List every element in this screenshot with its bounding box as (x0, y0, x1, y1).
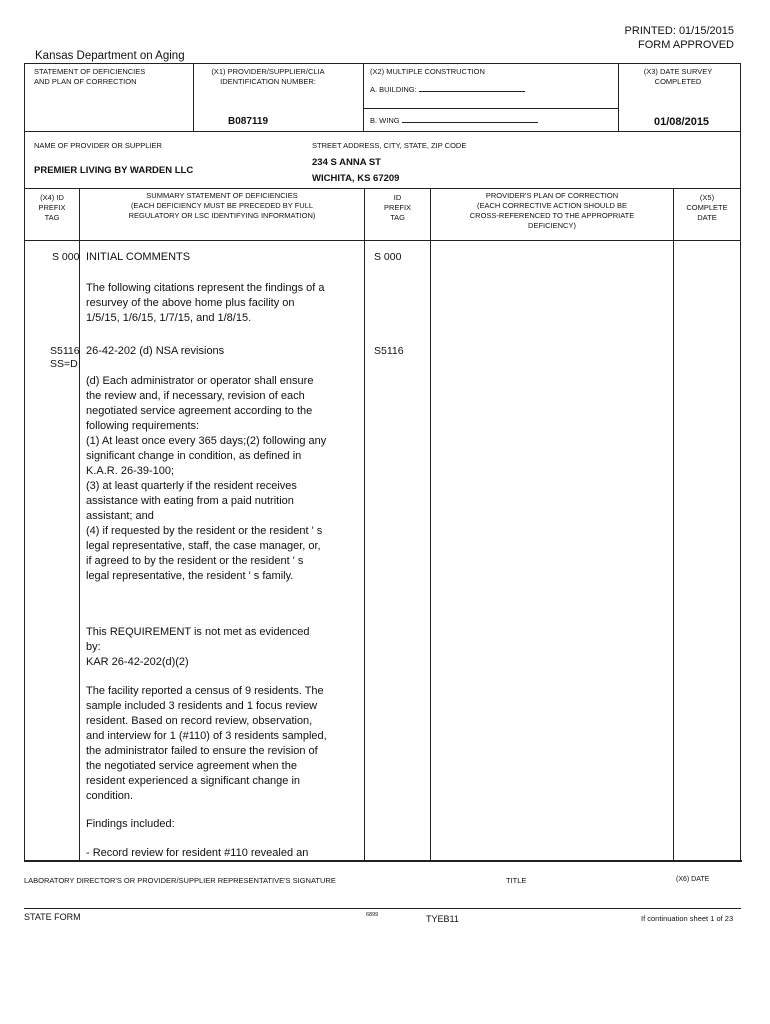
tag-s000-right: S 000 (374, 251, 402, 263)
regulation-text: (d) Each administrator or operator shall ensure the review and, if necessary, revision of each negotiated service agreement according to the following requirements: (1) At least once every 365 days;(2) following any significant change in condition, as defined in K.A.R. 26-39-100; (3) at least quarterly if the resident receives assistance with eating from a paid nutrition assistant; and (4) if requested by the resident or the resident ' s legal representative, staff, the case manager, or, if agreed to by the resident or the resident ' s legal representative, the resident ' s family. (86, 375, 327, 582)
state-form-label: STATE FORM (24, 912, 81, 922)
requirement-text: This REQUIREMENT is not met as evidenced by: KAR 26-42-202(d)(2) (86, 626, 310, 668)
form-approved-label: FORM APPROVED (638, 39, 734, 51)
initial-comments-text: The following citations represent the findings of a resurvey of the above home plus facility on 1/5/15, 1/6/15, 1/7/15, and 1/8/15. (86, 282, 325, 324)
provider-id-number: B087119 (228, 116, 269, 127)
nsa-revisions-title: 26-42-202 (d) NSA revisions (86, 345, 225, 357)
continuation-sheet: If continuation sheet 1 of 23 (641, 914, 734, 923)
city-state-zip: WICHITA, KS 67209 (312, 173, 400, 184)
event-id: TYEB11 (426, 914, 459, 924)
street-address: 234 S ANNA ST (312, 157, 381, 168)
printed-date: PRINTED: 01/15/2015 (624, 25, 734, 37)
building-blank (419, 83, 525, 92)
tag-s000: S 000 (52, 251, 80, 263)
x2-label: (X2) MULTIPLE CONSTRUCTION (370, 67, 485, 76)
provider-name: PREMIER LIVING BY WARDEN LLC (34, 165, 194, 176)
building-label: A. BUILDING: (370, 85, 417, 94)
wing-field (370, 114, 538, 126)
building-field (370, 83, 525, 95)
initial-comments-title: INITIAL COMMENTS (86, 251, 191, 263)
form-code: 6899 (366, 912, 379, 918)
x1-label: (X1) PROVIDER/SUPPLIER/CLIA IDENTIFICATION NUMBER: (211, 67, 325, 86)
x3-label: (X3) DATE SURVEY COMPLETED (643, 67, 713, 86)
statement-label: STATEMENT OF DEFICIENCIES AND PLAN OF CORRECTION (34, 67, 146, 86)
id-prefix-header: ID PREFIX TAG (383, 193, 412, 222)
findings-text: Findings included: (86, 818, 175, 830)
title-label: TITLE (506, 876, 527, 885)
tag-s5116: S5116 SS=D (50, 345, 80, 370)
wing-label: B. WING (370, 116, 400, 125)
x5-header: (X5) COMPLETE DATE (686, 193, 728, 222)
plan-header: PROVIDER'S PLAN OF CORRECTION (EACH CORRECTIVE ACTION SHOULD BE CROSS-REFERENCED TO THE APPROPRIATE DEFICIENCY) (469, 191, 635, 230)
summary-header: SUMMARY STATEMENT OF DEFICIENCIES (EACH DEFICIENCY MUST BE PRECEDED BY FULL REGULATORY OR LSC IDENTIFYING INFORMATION) (128, 191, 316, 220)
signature-label: LABORATORY DIRECTOR'S OR PROVIDER/SUPPLIER REPRESENTATIVE'S SIGNATURE (24, 876, 336, 885)
x6-date-label: (X6) DATE (676, 876, 710, 883)
provider-name-label: NAME OF PROVIDER OR SUPPLIER (34, 141, 162, 150)
agency-name: Kansas Department on Aging (35, 50, 185, 62)
address-label: STREET ADDRESS, CITY, STATE, ZIP CODE (312, 141, 467, 150)
census-text: The facility reported a census of 9 residents. The sample included 3 residents and 1 focus review resident. Based on record review, observation, and interview for 1 (#110) of 3 residents sampled, the administrator failed to ensure the revision of the negotiated service agreement when the resident experienced a significant change in condition. (86, 685, 327, 802)
x4-header: (X4) ID PREFIX TAG (38, 193, 66, 222)
tag-s5116-right: S5116 (374, 345, 404, 357)
record-review-text: - Record review for resident #110 revealed an (86, 847, 309, 859)
survey-completed-date: 01/08/2015 (654, 116, 710, 128)
wing-blank (402, 114, 538, 123)
